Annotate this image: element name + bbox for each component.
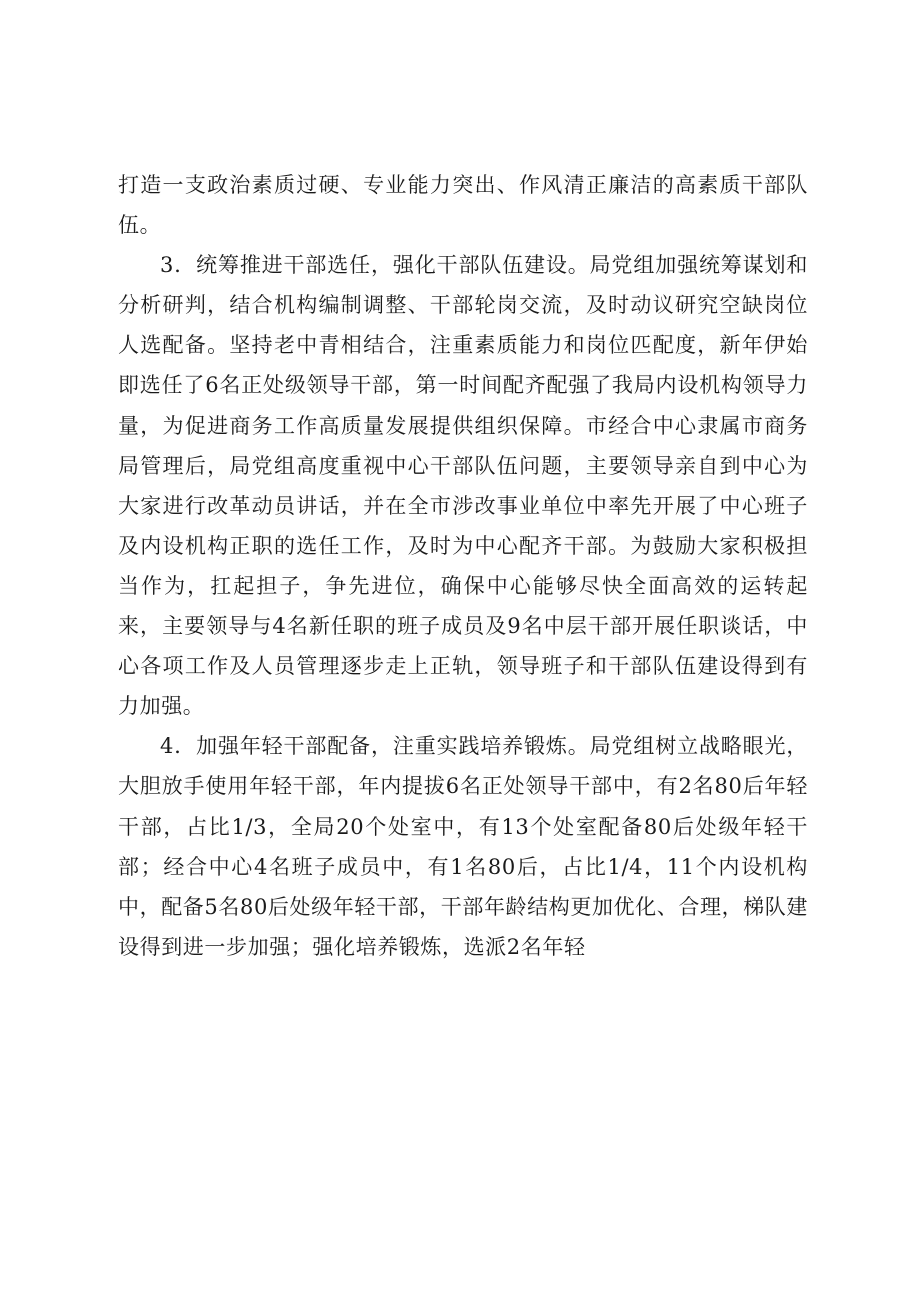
paragraph-item-3: 3．统筹推进干部选任，强化干部队伍建设。局党组加强统筹谋划和分析研判，结合机构编制调整、干部轮岗交流，及时动议研究空缺岗位人选配备。坚持老中青相结合，注重素质能力和岗位匹配度，新年伊始即选任了6名正处级领导干部，第一时间配齐配强了我局内设机构领导力量，为促进商务工作高质量发展提供组织保障。市经合中心隶属市商务局管理后，局党组高度重视中心干部队伍问题，主要领导亲自到中心为大家进行改革动员讲话，并在全市涉改事业单位中率先开展了中心班子及内设机构正职的选任工作，及时为中心配齐干部。为鼓励大家积极担当作为，扛起担子，争先进位，确保中心能够尽快全面高效的运转起来，主要领导与4名新任职的班子成员及9名中层干部开展任职谈话，中心各项工作及人员管理逐步走上正轨，领导班子和干部队伍建设得到有力加强。 bbox=[118, 253, 808, 719]
body-text bbox=[118, 165, 808, 967]
paragraph-continuation: 打造一支政治素质过硬、专业能力突出、作风清正廉洁的高素质干部队伍。 bbox=[118, 173, 808, 238]
paragraph-item-4: 4．加强年轻干部配备，注重实践培养锻炼。局党组树立战略眼光，大胆放手使用年轻干部，年内提拔6名正处领导干部中，有2名80后年轻干部，占比1/3，全局20个处室中，有13个处室配备80后处级年轻干部；经合中心4名班子成员中，有1名80后，占比1/4，11个内设机构中，配备5名80后处级年轻干部，干部年龄结构更加优化、合理，梯队建设得到进一步加强；强化培养锻炼，选派2名年轻 bbox=[118, 734, 808, 959]
